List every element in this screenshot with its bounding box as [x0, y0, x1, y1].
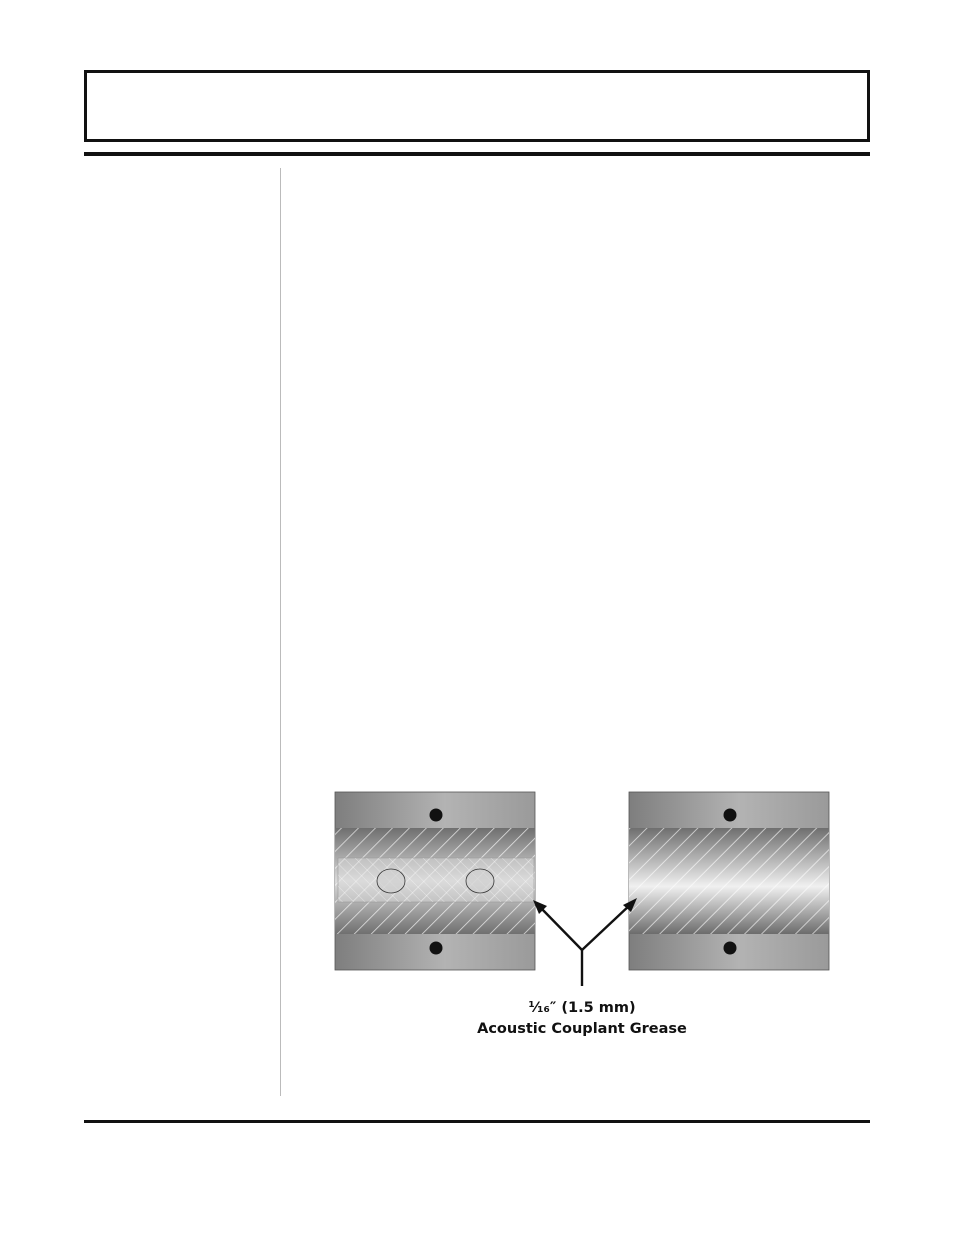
right-bottom-bolt-icon: [724, 942, 737, 955]
left-transducer-block: [335, 792, 535, 970]
figure-illustration: [330, 788, 834, 988]
header-box: [84, 70, 870, 142]
footer-rule: [84, 1120, 870, 1123]
left-bottom-bolt-icon: [430, 942, 443, 955]
right-top-bolt-icon: [724, 809, 737, 822]
left-transducer-face-2: [466, 869, 494, 893]
caption-thickness: ¹⁄₁₆″ (1.5 mm): [528, 1000, 636, 1016]
arrow-left-shaft: [539, 906, 582, 950]
left-top-bolt-icon: [430, 809, 443, 822]
figure-caption: [432, 998, 732, 1040]
left-transducer-face-1: [377, 869, 405, 893]
column-divider: [280, 168, 281, 1096]
arrow-right-shaft: [582, 904, 631, 950]
header-rule: [84, 152, 870, 156]
right-transducer-block: [629, 792, 829, 970]
pointer-arrows: [539, 904, 631, 986]
caption-label: Acoustic Couplant Grease: [477, 1021, 687, 1037]
